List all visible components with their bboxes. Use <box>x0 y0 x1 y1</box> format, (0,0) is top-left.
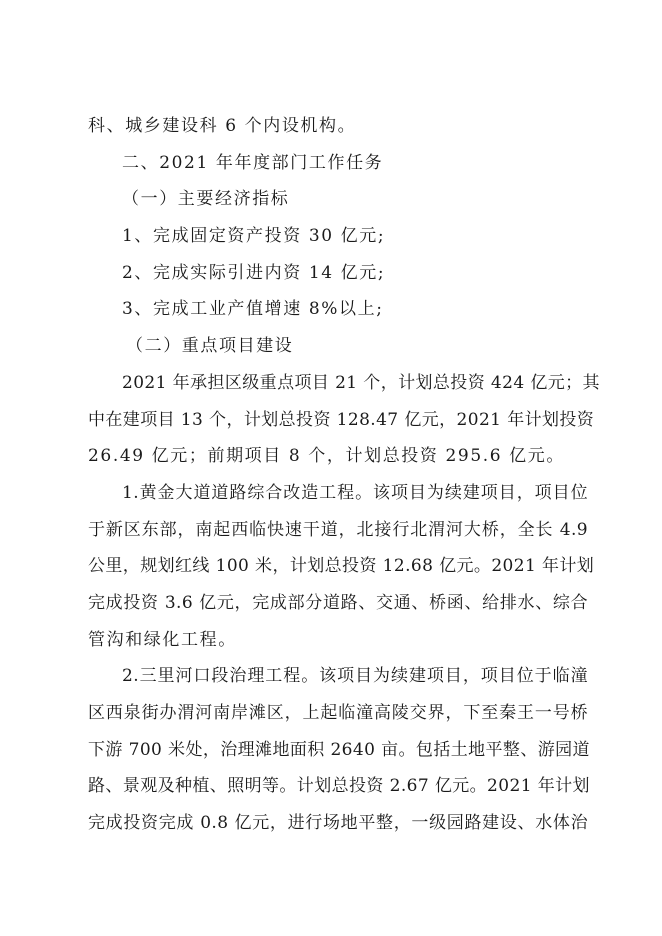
paragraph-line: 路、景观及种植、照明等。计划总投资 2.67 亿元。2021 年计划 <box>88 776 590 797</box>
paragraph-line: 2021 年承担区级重点项目 21 个，计划总投资 424 亿元；其 <box>122 372 600 393</box>
paragraph-line: 完成投资 3.6 亿元，完成部分道路、交通、桥函、给排水、综合 <box>88 592 588 613</box>
paragraph-line: 完成投资完成 0.8 亿元，进行场地平整，一级园路建设、水体治 <box>88 813 588 834</box>
paragraph-line: 下游 700 米处，治理滩地面积 2640 亩。包括土地平整、游园道 <box>88 739 590 760</box>
paragraph-line: 2.三里河口段治理工程。该项目为续建项目，项目位于临潼 <box>122 666 588 687</box>
section-heading-2021-tasks: 二、2021 年年度部门工作任务 <box>122 152 384 173</box>
paragraph-line: 中在建项目 13 个，计划总投资 128.47 亿元，2021 年计划投资 <box>88 409 595 430</box>
list-item-fixed-asset-investment: 1、完成固定资产投资 30 亿元; <box>122 226 386 247</box>
list-item-domestic-capital: 2、完成实际引进内资 14 亿元; <box>122 262 386 283</box>
paragraph-line: 1.黄金大道道路综合改造工程。该项目为续建项目，项目位 <box>122 482 588 503</box>
paragraph-line: 于新区东部，南起西临快速干道，北接行北渭河大桥，全长 4.9 <box>88 519 588 540</box>
subsection-heading-economic-indicators: （一）主要经济指标 <box>122 189 290 210</box>
text-line-institutions: 科、城乡建设科 6 个内设机构。 <box>88 116 357 136</box>
list-item-industrial-output: 3、完成工业产值增速 8%以上; <box>122 299 384 320</box>
paragraph-line: 区西泉街办渭河南岸滩区，上起临潼高陵交界，下至秦王一号桥 <box>88 703 588 723</box>
subsection-heading-key-projects: （二）重点项目建设 <box>126 336 294 357</box>
document-page <box>88 108 600 842</box>
paragraph-line: 管沟和绿化工程。 <box>88 629 237 650</box>
paragraph-line: 公里，规划红线 100 米，计划总投资 12.68 亿元。2021 年计划 <box>88 556 595 577</box>
paragraph-line: 26.49 亿元；前期项目 8 个，计划总投资 295.6 亿元。 <box>88 446 565 467</box>
